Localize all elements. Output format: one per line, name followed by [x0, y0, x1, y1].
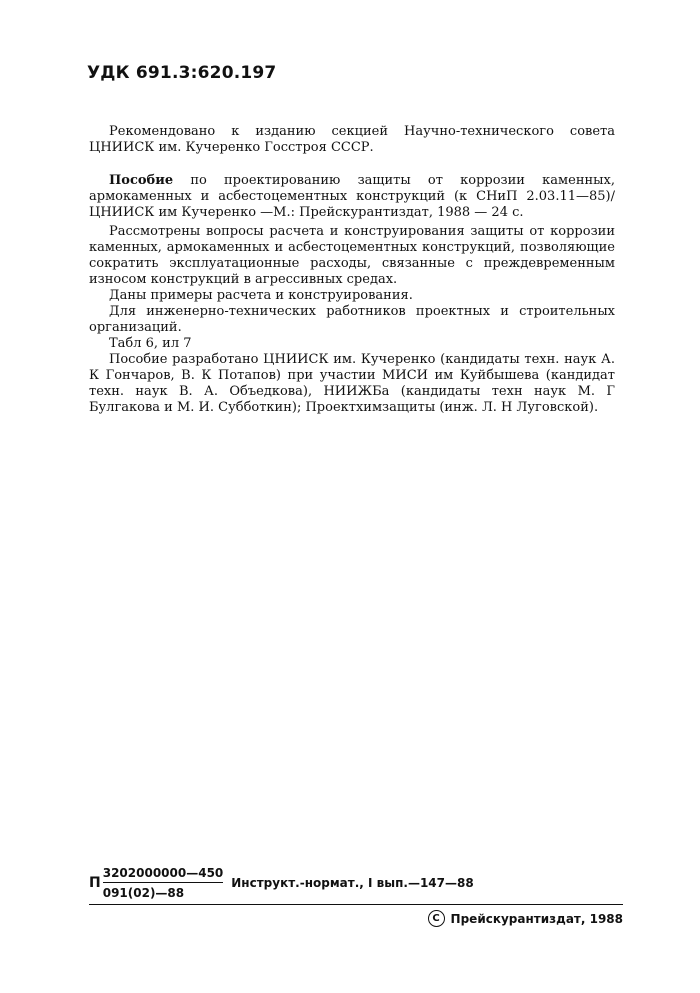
udk-code: УДК 691.3:620.197 — [87, 63, 277, 83]
catalog-index — [89, 866, 474, 900]
recommendation-block — [89, 124, 615, 156]
abstract-paragraph: Табл 6, ил 7 — [109, 336, 192, 351]
citation-title-word: Пособие — [109, 173, 174, 188]
copyright-text: Прейскурантиздат, 1988 — [450, 911, 623, 926]
abstract-paragraph: Даны примеры расчета и конструирования. — [109, 288, 413, 303]
abstract-paragraph: Для инженерно-технических работников проектных и строительных организаций. — [89, 304, 615, 335]
footer-divider — [89, 904, 623, 905]
catalog-rest: Инструкт.-нормат., I вып.—147—88 — [231, 876, 474, 890]
catalog-letter: П — [89, 875, 101, 891]
citation-text — [89, 173, 615, 221]
copyright-line — [428, 910, 623, 927]
authors-block — [89, 352, 615, 416]
citation-block — [89, 173, 615, 221]
citation-rest: по проектированию защиты от коррозии каменных, армокаменных и асбестоцементных конструкций (к СНиП 2.03.11—85)/ЦНИИСК им Кучеренко —М.: Прейскурантиздат, 1988 — 24 с. — [89, 173, 615, 220]
abstract-block — [89, 224, 615, 352]
catalog-numerator: 3202000000—450 — [103, 866, 224, 883]
authors-text: Пособие разработано ЦНИИСК им. Кучеренко (кандидаты техн. наук А. К Гончаров, В. К Потапов) при участии МИСИ им Куйбышева (кандидат техн. наук В. А. Объедкова), НИИЖБа (кандидаты техн наук М. Г Булгакова и М. И. Субботкин); Проектхимзащиты (инж. Л. Н Луговской). — [89, 352, 615, 415]
recommendation-text: Рекомендовано к изданию секцией Научно-технического совета ЦНИИСК им. Кучеренко Госстроя СССР. — [89, 124, 615, 155]
abstract-paragraph: Рассмотрены вопросы расчета и конструирования защиты от коррозии каменных, армокаменных и асбестоцементных конструкций, позволяющие сократить эксплуатационные расходы, связанные с преждевременным износом конструкций в агрессивных средах. — [89, 224, 615, 287]
copyright-icon: C — [428, 910, 445, 927]
catalog-denominator: 091(02)—88 — [102, 886, 185, 900]
catalog-fraction — [103, 866, 224, 900]
